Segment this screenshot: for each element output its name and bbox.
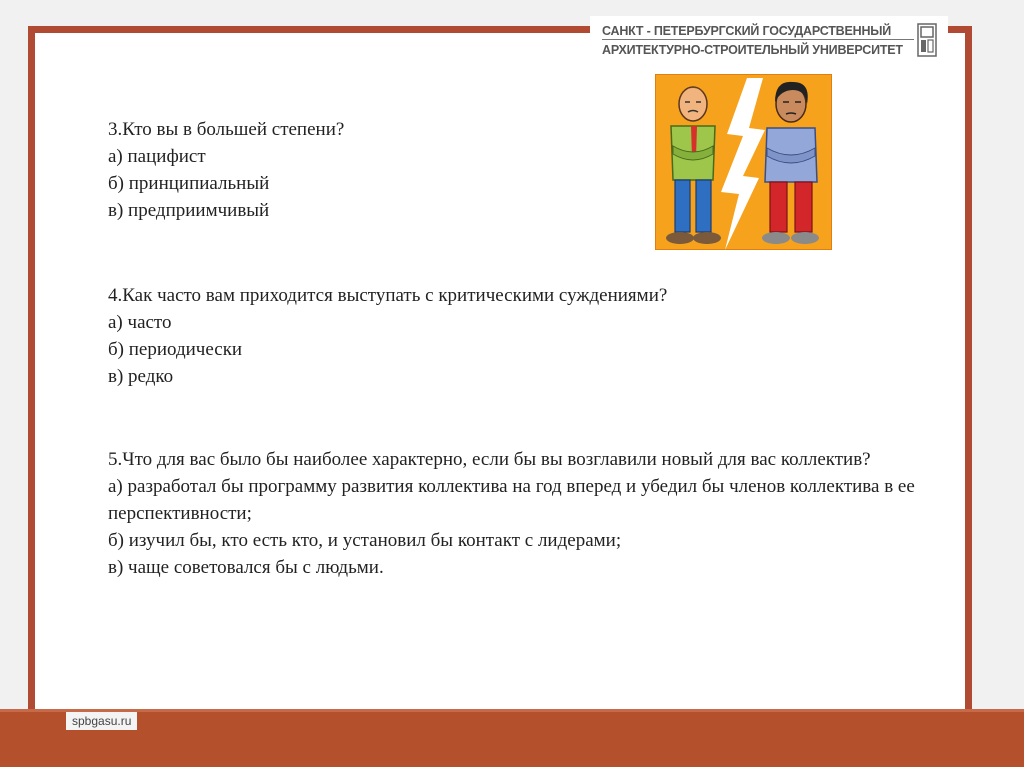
answer-option: б) изучил бы, кто есть кто, и установил бы контакт с лидерами; xyxy=(108,530,622,551)
site-link[interactable]: spbgasu.ru xyxy=(66,712,137,730)
conflict-illustration xyxy=(655,74,832,250)
university-name-line1: САНКТ - ПЕТЕРБУРГСКИЙ ГОСУДАРСТВЕННЫЙ xyxy=(602,24,892,38)
answer-option: в) редко xyxy=(108,366,174,387)
question-text: 5.Что для вас было бы наиболее характерно, если бы вы возглавили новый для вас коллектив? xyxy=(108,449,871,470)
university-logo-icon xyxy=(917,23,937,57)
university-name-line2: АРХИТЕКТУРНО-СТРОИТЕЛЬНЫЙ УНИВЕРСИТЕТ xyxy=(602,43,903,57)
question-text: 3.Кто вы в большей степени? xyxy=(108,119,345,140)
answer-option: а) пацифист xyxy=(108,146,206,167)
answer-option: а) разработал бы программу развития коллектива на год вперед и убедил бы членов коллектива в ее перспективности; xyxy=(108,476,915,524)
question-text: 4.Как часто вам приходится выступать с критическими суждениями? xyxy=(108,285,668,306)
answer-option: б) принципиальный xyxy=(108,173,270,194)
footer-band xyxy=(0,712,1024,767)
answer-option: б) периодически xyxy=(108,339,243,360)
question-3 xyxy=(108,116,344,224)
answer-option: в) предприимчивый xyxy=(108,200,270,221)
question-5 xyxy=(108,446,938,581)
answer-option: в) чаще советовался бы с людьми. xyxy=(108,557,384,578)
answer-option: а) часто xyxy=(108,312,172,333)
header-divider xyxy=(602,39,914,40)
question-4 xyxy=(108,282,667,390)
